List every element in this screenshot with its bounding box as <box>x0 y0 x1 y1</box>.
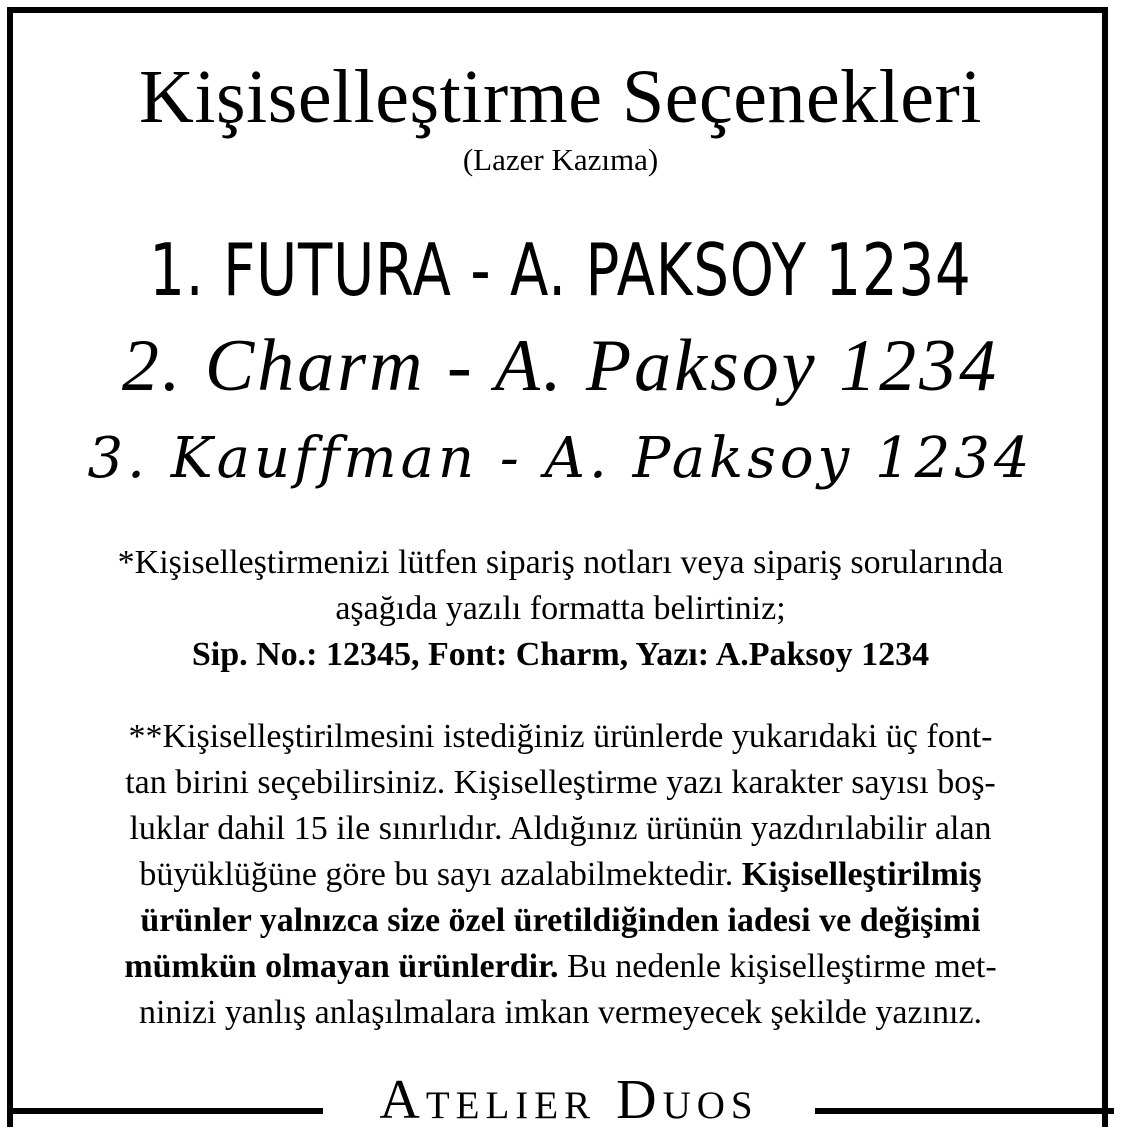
personalization-note <box>48 714 1073 1036</box>
bottom-border-right <box>815 1108 1114 1114</box>
personalization-note-line: luklar dahil 15 ile sınırlıdır. Aldığınız ürünün yazdırılabilir alan <box>129 810 992 847</box>
font-option-kauffman: 3. Kauffman - A. Paksoy 1234 <box>87 426 1034 491</box>
personalization-note-line <box>48 852 1073 898</box>
personalization-note-line: tan birini seçebilirsiniz. Kişiselleştirme yazı karakter sayısı boş- <box>125 764 996 801</box>
page-subtitle: (Lazer Kazıma) <box>462 142 659 177</box>
bottom-border-left <box>7 1108 323 1114</box>
order-note-line: *Kişiselleştirmenizi lütfen sipariş notları veya sipariş sorularında <box>117 544 1004 581</box>
order-format-example: Sip. No.: 12345, Font: Charm, Yazı: A.Paksoy 1234 <box>191 636 930 673</box>
order-note-line: aşağıda yazılı formatta belirtiniz; <box>335 590 786 627</box>
return-policy-warning: mümkün olmayan ürünlerdir. <box>124 948 559 985</box>
page-title: Kişiselleştirme Seçenekleri <box>139 55 982 139</box>
personalization-note-line <box>48 944 1073 990</box>
brand-logo: Atelier Duos <box>323 1070 815 1130</box>
font-option-charm: 2. Charm - A. Paksoy 1234 <box>121 325 1000 407</box>
personalization-note-line: **Kişiselleştirilmesini istediğiniz ürünlerde yukarıdaki üç font- <box>128 718 993 755</box>
personalization-note-line: ninizi yanlış anlaşılmalara imkan vermeyecek şekilde yazınız. <box>138 994 983 1031</box>
return-policy-warning: Kişiselleştirilmiş <box>741 856 982 893</box>
personalization-note-text: büyüklüğüne göre bu sayı azalabilmektedir. <box>139 856 742 893</box>
return-policy-warning: ürünler yalnızca size özel üretildiğinden iadesi ve değişimi <box>140 902 981 939</box>
order-note <box>40 540 1081 678</box>
font-option-futura: 1. FUTURA - A. PAKSOY 1234 <box>149 228 972 312</box>
personalization-note-text: Bu nedenle kişiselleştirme met- <box>558 948 997 985</box>
